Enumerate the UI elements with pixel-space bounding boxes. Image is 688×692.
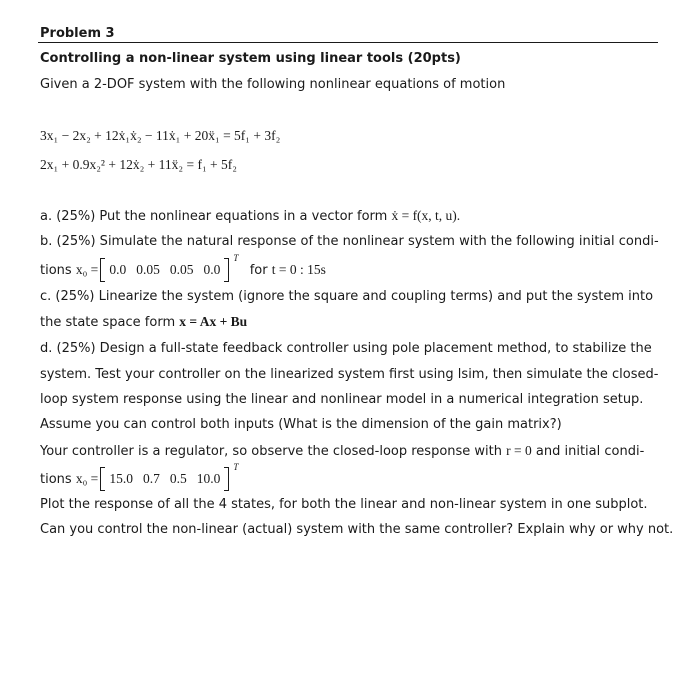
transpose-mark: T	[233, 462, 239, 472]
vector-entry: 0.5	[169, 471, 187, 486]
part-b-for: for	[249, 263, 268, 278]
equation-1: 3x₁ − 2x₂ + 12ẋ₁ẋ₂ − 11ẋ₁ + 20ẍ₁ = 5f₁ + 3f₂	[40, 128, 281, 143]
problem-subtitle: Controlling a non-linear system using linear tools (20pts)	[40, 51, 461, 66]
part-d-line-1: d. (25%) Design a full-state feedback controller using pole placement method, to stabilize the	[40, 341, 652, 356]
vector-entry: 15.0	[109, 471, 134, 486]
regulator-r-eq: r = 0	[506, 443, 532, 458]
part-a-text: a. (25%) Put the nonlinear equations in a vector form	[40, 209, 388, 224]
equation-2: 2x₁ + 0.9x₂² + 12ẋ₂ + 11ẍ₂ = f₁ + 5f₂	[40, 157, 237, 172]
part-c-line-1: c. (25%) Linearize the system (ignore the square and coupling terms) and put the system into	[40, 289, 654, 304]
part-d-initial-line	[40, 462, 239, 489]
vector-entry: 0.0	[109, 262, 127, 277]
transpose-mark: T	[233, 253, 239, 263]
part-d-tions: tions	[40, 472, 72, 487]
part-b-time: t = 0 : 15s	[271, 262, 326, 277]
vector-entry: 0.7	[143, 471, 160, 486]
problem-title: Problem 3	[40, 26, 115, 41]
part-d-regulator-line	[40, 442, 644, 461]
part-b-initial-vector	[102, 253, 239, 279]
part-b-line-2	[40, 253, 326, 280]
title-divider	[38, 42, 658, 43]
part-a-math: ẋ = f(x, t, u).	[391, 208, 461, 223]
regulator-and-init: and initial condi-	[535, 444, 645, 459]
vector-entry: 0.05	[136, 262, 160, 277]
part-b-x0: x₀ =	[75, 262, 99, 277]
part-d-x0: x₀ =	[75, 471, 99, 486]
part-d-line-2: system. Test your controller on the linearized system first using lsim, then simulate the closed-	[40, 367, 659, 382]
part-d-line-3: loop system response using the linear and nonlinear model in a numerical integration setup.	[40, 392, 644, 407]
part-a	[40, 207, 460, 226]
part-c-line-2	[40, 313, 247, 332]
regulator-text: Your controller is a regulator, so observe the closed-loop response with	[40, 444, 502, 459]
part-b-tions: tions	[40, 263, 72, 278]
part-d-line-4: Assume you can control both inputs (What is the dimension of the gain matrix?)	[40, 417, 562, 432]
vector-entry: 0.0	[203, 262, 221, 277]
part-b-line-1: b. (25%) Simulate the natural response of the nonlinear system with the following initial condi-	[40, 234, 659, 249]
part-d-initial-vector	[102, 462, 239, 488]
part-d-question: Can you control the non-linear (actual) system with the same controller? Explain why or why not.	[40, 522, 674, 537]
part-c-math: x = Ax + Bu	[179, 314, 248, 329]
part-d-plot-line: Plot the response of all the 4 states, for both the linear and non-linear system in one subplot.	[40, 497, 648, 512]
vector-entry: 10.0	[196, 471, 221, 486]
vector-entry: 0.05	[169, 262, 194, 277]
intro-text: Given a 2-DOF system with the following nonlinear equations of motion	[40, 77, 506, 92]
part-c-text: the state space form	[40, 315, 176, 330]
